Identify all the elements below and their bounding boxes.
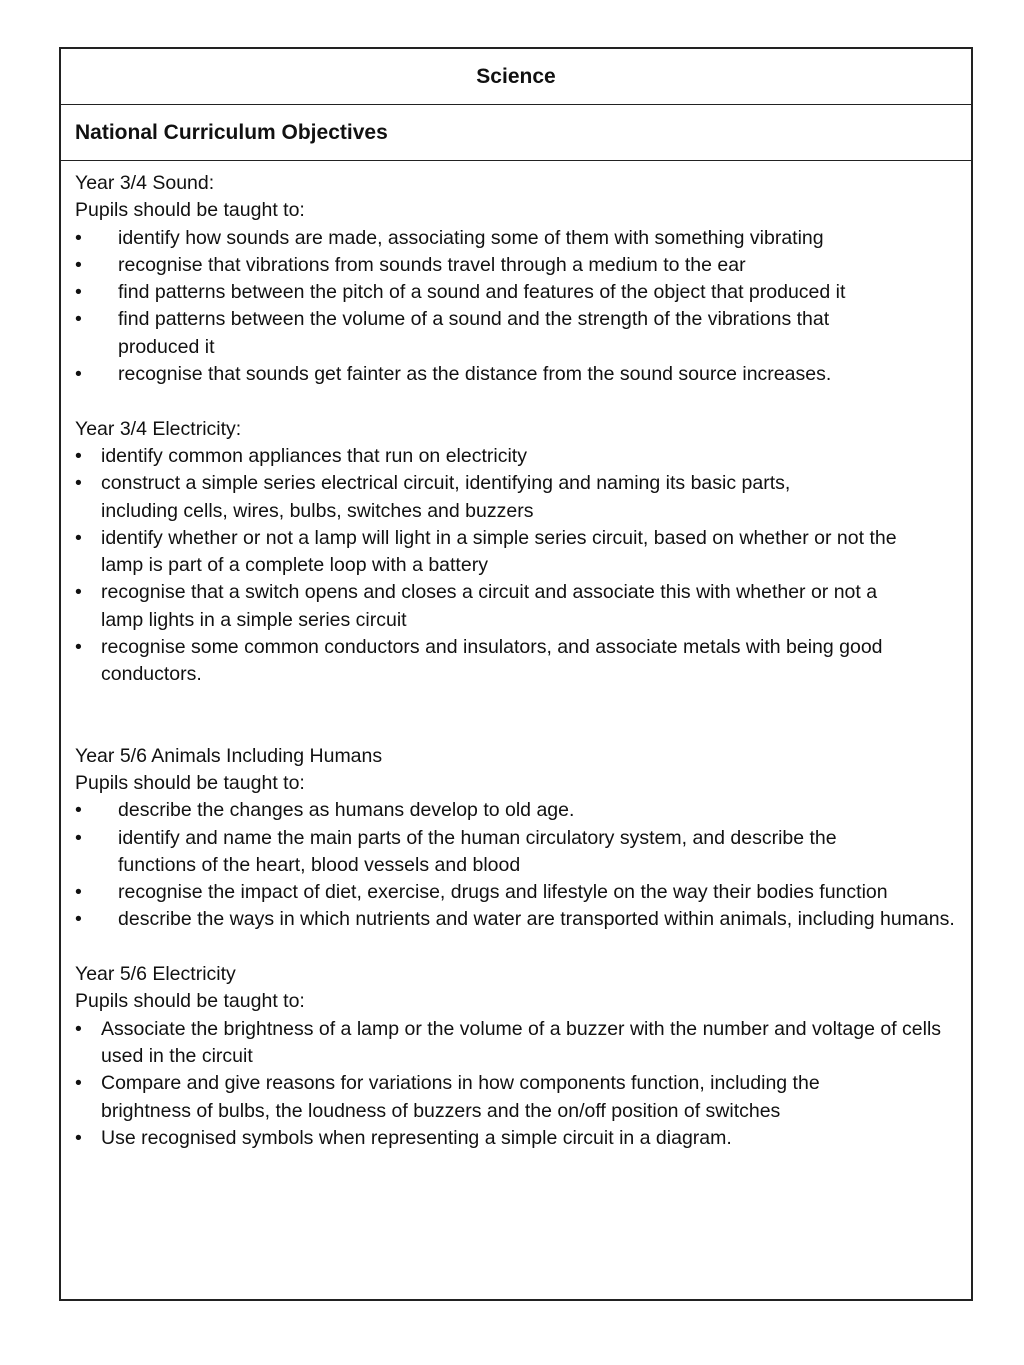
list-item-text: find patterns between the pitch of a sound and features of the object that produced it [118,281,846,304]
bullet-icon: • [75,908,82,931]
spacer [75,388,957,415]
subtitle-row [61,105,971,161]
list-item-text: Compare and give reasons for variations in how components function, including the brightness of bulbs, the loudness of buzzers and the on/off position of switches [101,1072,820,1122]
list-item [75,797,957,824]
list-item [75,579,957,634]
section-heading: National Curriculum Objectives [75,120,388,144]
list-item [75,252,957,279]
list-item [75,306,957,361]
list-item [75,443,957,470]
list-item [75,525,957,580]
list-item-text: identify and name the main parts of the human circulatory system, and describe the functions of the heart, blood vessels and blood [118,826,837,876]
section-intro: Pupils should be taught to: [75,771,305,794]
bullet-icon: • [75,1017,82,1040]
bullet-icon: • [75,881,82,904]
list-item-text: recognise some common conductors and insulators, and associate metals with being good conductors. [101,636,883,686]
list-item-text: Associate the brightness of a lamp or the volume of a buzzer with the number and voltage of cells used in the circuit [101,1017,942,1067]
bullet-icon: • [75,444,82,467]
section-heading-electricity-56: Year 5/6 Electricity [75,963,236,986]
list-item-text: identify common appliances that run on electricity [101,444,527,467]
bullet-icon: • [75,281,82,304]
list-item [75,1070,957,1125]
bullet-icon: • [75,308,82,331]
list-item-text: recognise that a switch opens and closes a circuit and associate this with whether or not a lamp lights in a simple series circuit [101,581,878,631]
spacer [75,689,957,743]
list-item-text: recognise that vibrations from sounds travel through a medium to the ear [118,253,746,276]
bullet-icon: • [75,826,82,849]
spacer [75,934,957,961]
list-item [75,879,957,906]
list-item [75,225,957,252]
list-item-text: describe the changes as humans develop to old age. [118,799,575,822]
list-item [75,825,957,880]
list-item [75,1125,957,1152]
list-item-text: identify whether or not a lamp will light in a simple series circuit, based on whether or not the lamp is part of a complete loop with a battery [101,526,897,577]
bullet-icon: • [75,363,82,386]
objectives-body [61,161,971,1152]
list-item-text: find patterns between the volume of a sound and the strength of the vibrations that produced it [118,308,830,358]
section-intro: Pupils should be taught to: [75,990,305,1013]
list-item-text: Use recognised symbols when representing a simple circuit in a diagram. [101,1126,732,1149]
list-item [75,361,957,388]
bullet-icon: • [75,253,82,276]
list-item-text: construct a simple series electrical circuit, identifying and naming its basic parts, including cells, wires, bulbs, switches and buzzers [101,472,791,522]
list-item [75,470,957,525]
section-intro: Pupils should be taught to: [75,199,305,222]
section-heading-electricity-34: Year 3/4 Electricity: [75,417,242,440]
objectives-table [59,47,973,1301]
title-row [61,49,971,105]
list-item [75,906,957,933]
bullet-icon: • [75,1126,82,1149]
bullet-icon: • [75,472,82,495]
page-title: Science [476,64,556,88]
list-item [75,634,957,689]
bullet-icon: • [75,1072,82,1095]
list-item [75,279,957,306]
list-item-text: recognise the impact of diet, exercise, drugs and lifestyle on the way their bodies function [118,881,888,904]
bullet-icon: • [75,636,82,659]
list-item-text: describe the ways in which nutrients and water are transported within animals, including humans. [118,908,955,931]
list-item-text: recognise that sounds get fainter as the distance from the sound source increases. [118,363,832,386]
list-item-text: identify how sounds are made, associating some of them with something vibrating [118,226,824,249]
bullet-icon: • [75,799,82,822]
bullet-icon: • [75,526,82,549]
list-item [75,1016,957,1071]
bullet-icon: • [75,581,82,604]
section-heading-sound: Year 3/4 Sound: [75,172,215,194]
section-heading-animals: Year 5/6 Animals Including Humans [75,744,383,767]
bullet-icon: • [75,226,82,249]
